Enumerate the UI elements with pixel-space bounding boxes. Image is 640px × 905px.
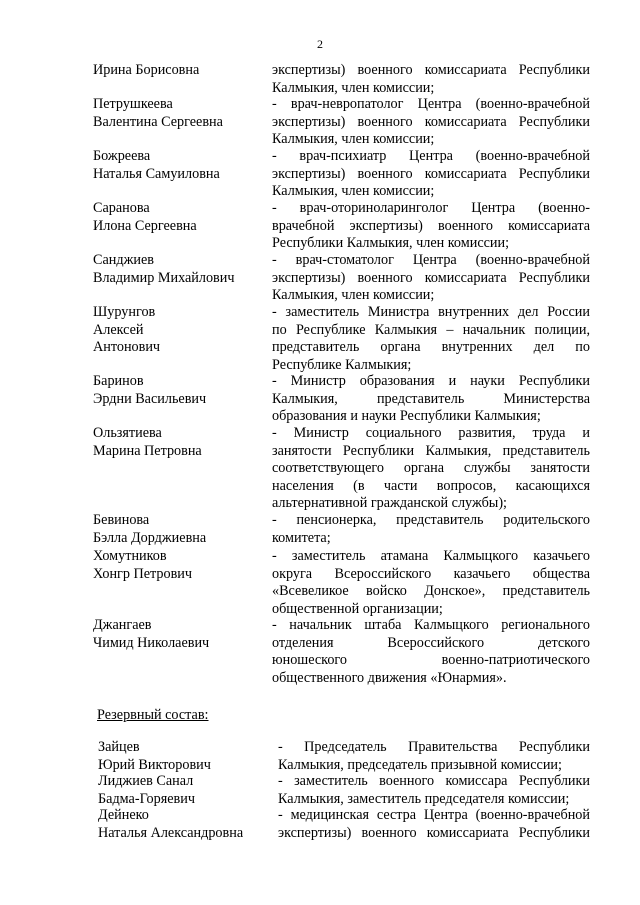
member-name [93, 617, 268, 652]
member-role [272, 512, 590, 547]
reserve-section-title: Резервный состав: [97, 707, 209, 723]
member-name-line: Алексей [93, 321, 144, 338]
member-role-line: - заместитель военного комиссара Республики [278, 773, 590, 789]
member-role-line: округа Всероссийского казачьего общества [272, 565, 590, 582]
member-role [272, 62, 590, 97]
member-name-line: Бадма-Горяевич [98, 790, 195, 807]
member-role [278, 807, 590, 842]
member-name [93, 200, 268, 235]
member-name-line: Илона Сергеевна [93, 217, 197, 234]
member-name-line: Марина Петровна [93, 442, 202, 459]
member-role-line: - Министр образования и науки Республики [272, 373, 590, 389]
member-name-line: Джангаев [93, 617, 152, 633]
member-role-line: Калмыкия, представитель Министерства [272, 390, 590, 407]
member-name [93, 512, 268, 547]
member-role-line: по Республике Калмыкия – начальник полиции, [272, 321, 590, 338]
member-name-line: Санджиев [93, 252, 154, 268]
member-name-line: Наталья Самуиловна [93, 165, 220, 182]
member-role-line: - заместитель Министра внутренних дел России [272, 304, 590, 320]
member-name-line: Божреева [93, 148, 151, 164]
member-role-line: юношеского военно-патриотического [272, 652, 590, 669]
member-name-line: Бэлла Дорджиевна [93, 529, 207, 546]
member-role [272, 548, 590, 618]
member-role-line: - врач-стоматолог Центра (военно-врачебной [272, 252, 590, 268]
member-name [98, 807, 273, 842]
member-name-line: Саранова [93, 200, 150, 216]
member-name [98, 739, 273, 774]
member-role-line: экспертизы) военного комиссариата Республики [272, 269, 590, 286]
member-role-line: населения (в части вопросов, касающихся [272, 477, 590, 494]
member-name-line: Чимид Николаевич [93, 634, 210, 651]
member-name-line: Хонгр Петрович [93, 565, 193, 582]
member-name-line: Шурунгов [93, 304, 156, 320]
member-name-line: Юрий Викторович [98, 756, 211, 773]
member-role-line: экспертизы) военного комиссариата Республики [272, 165, 590, 182]
member-name [93, 548, 268, 583]
member-name-line: Лиджиев Санал [98, 773, 194, 789]
member-role-line: Калмыкия, член комиссии; [272, 183, 435, 200]
member-role-line: - заместитель атамана Калмыцкого казачьего [272, 548, 590, 564]
member-role [278, 773, 590, 808]
member-name-line: Наталья Александровна [98, 824, 244, 841]
member-role-line: врачебной экспертизы) военного комиссариата [272, 217, 590, 234]
member-role-line: занятости Республики Калмыкия, представитель [272, 442, 590, 459]
member-role-line: - Министр социального развития, труда и [272, 425, 590, 441]
member-role-line: - Председатель Правительства Республики [278, 739, 590, 755]
member-name [93, 304, 268, 357]
member-name [93, 252, 268, 287]
page-number: 2 [317, 37, 323, 51]
member-name-line: Хомутников [93, 548, 167, 564]
member-role-line: образования и науки Республики Калмыкия; [272, 408, 541, 425]
member-role [272, 617, 590, 687]
member-role-line: «Всевеликое войско Донское», представитель [272, 583, 590, 600]
member-name-line: Петрушкеева [93, 96, 173, 112]
member-name-line: Дейнеко [98, 807, 149, 823]
member-role-line: - врач-невропатолог Центра (военно-врачебной [272, 96, 590, 112]
member-role-line: экспертизы) военного комиссариата Республики [272, 62, 590, 78]
member-role-line: Калмыкия, член комиссии; [272, 131, 435, 148]
member-role [272, 96, 590, 149]
member-role-line: общественного движения «Юнармия». [272, 669, 507, 686]
member-name-line: Антонович [93, 339, 161, 356]
member-role-line: Калмыкия, член комиссии; [272, 79, 435, 96]
member-role [272, 252, 590, 305]
member-name-line: Валентина Сергеевна [93, 113, 223, 130]
member-role-line: - пенсионерка, представитель родительского [272, 512, 590, 528]
member-role-line: комитета; [272, 529, 331, 546]
member-role [272, 373, 590, 426]
member-role-line: отделения Всероссийского детского [272, 634, 590, 651]
member-role-line: Калмыкия, председатель призывной комиссии; [278, 756, 562, 773]
member-role-line: Калмыкия, заместитель председателя комиссии; [278, 790, 570, 807]
member-role-line: соответствующего органа службы занятости [272, 460, 590, 477]
member-role-line: Республики Калмыкия, член комиссии; [272, 235, 510, 252]
member-role-line: представитель органа внутренних дел по [272, 339, 590, 356]
member-role-line: общественной организации; [272, 600, 443, 617]
member-role-line: - врач-оториноларинголог Центра (военно- [272, 200, 590, 216]
member-role-line: экспертизы) военного комиссариата Республики [278, 824, 590, 841]
member-role [272, 148, 590, 201]
member-role-line: - врач-психиатр Центра (военно-врачебной [272, 148, 590, 164]
member-name-line: Эрдни Васильевич [93, 390, 207, 407]
member-role-line: Калмыкия, член комиссии; [272, 287, 435, 304]
member-name [98, 773, 273, 808]
member-role-line: альтернативной гражданской службы); [272, 495, 507, 512]
member-role-line: - медицинская сестра Центра (военно-врачебной [278, 807, 590, 823]
member-name-line: Бевинова [93, 512, 150, 528]
member-name [93, 148, 268, 183]
member-role [272, 200, 590, 253]
member-name-line: Баринов [93, 373, 144, 389]
member-name-line: Зайцев [98, 739, 140, 755]
member-role [272, 304, 590, 374]
member-name-line: Ользятиева [93, 425, 162, 441]
member-name-line: Владимир Михайлович [93, 269, 235, 286]
member-name [93, 62, 268, 80]
member-name [93, 425, 268, 460]
member-name-line: Ирина Борисовна [93, 62, 200, 78]
member-name [93, 96, 268, 131]
member-role-line: Республике Калмыкия; [272, 356, 412, 373]
member-role [278, 739, 590, 774]
member-role-line: - начальник штаба Калмыцкого регионального [272, 617, 590, 633]
member-name [93, 373, 268, 408]
member-role [272, 425, 590, 513]
member-role-line: экспертизы) военного комиссариата Республики [272, 113, 590, 130]
